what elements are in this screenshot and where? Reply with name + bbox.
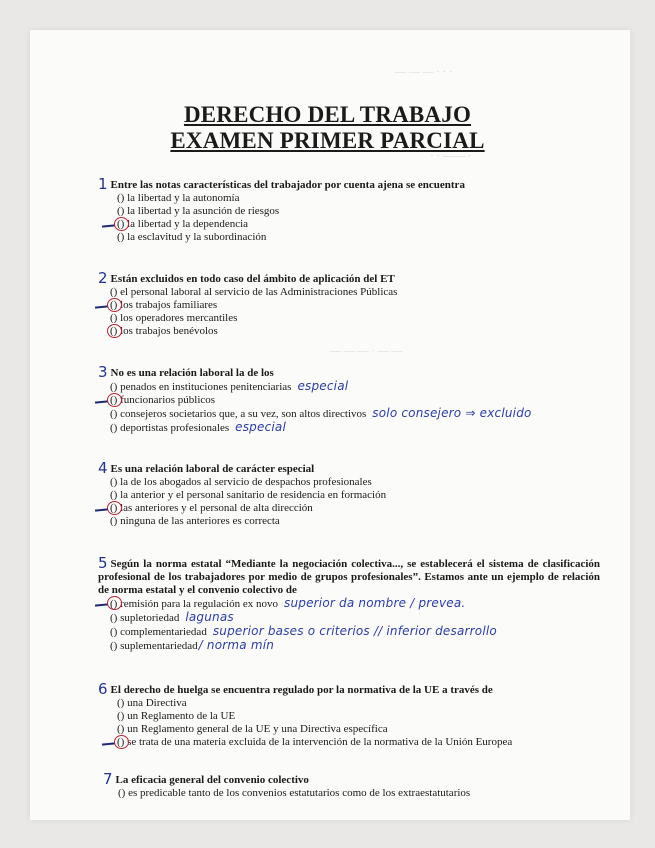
answer-option[interactable]: () la esclavitud y la subordinación bbox=[117, 231, 267, 243]
exam-title: DERECHO DEL TRABAJO bbox=[183, 102, 472, 127]
answer-option-selected[interactable]: () la libertad y la dependencia bbox=[117, 218, 538, 231]
question-3 bbox=[98, 363, 578, 435]
question-number: 5 bbox=[98, 554, 108, 572]
question-6 bbox=[98, 680, 598, 749]
answer-option-selected[interactable]: () las anteriores y el personal de alta dirección bbox=[110, 502, 538, 515]
question-text: Es una relación laboral de carácter especial bbox=[110, 463, 315, 475]
selection-circle-mark bbox=[107, 501, 122, 515]
selection-circle-mark bbox=[107, 393, 122, 407]
answer-option[interactable]: () es predicable tanto de los convenios estatutarios como de los extraestatutarios bbox=[118, 787, 471, 799]
selection-circle-mark bbox=[114, 735, 129, 749]
answer-option[interactable]: () la libertad y la autonomía bbox=[117, 192, 240, 204]
answer-option[interactable]: () ninguna de las anteriores es correcta bbox=[110, 515, 280, 527]
answer-option[interactable]: () una Directiva bbox=[117, 697, 187, 709]
question-text: Están excluidos en todo caso del ámbito de aplicación del ET bbox=[110, 273, 395, 285]
answer-option[interactable]: () los operadores mercantiles bbox=[110, 312, 238, 324]
question-1 bbox=[98, 175, 538, 244]
question-number: 4 bbox=[98, 459, 108, 477]
handwritten-note: superior da nombre / prevea. bbox=[284, 596, 466, 610]
handwritten-note: / norma mín bbox=[198, 638, 275, 652]
answer-option-selected[interactable]: () los trabajos benévolos bbox=[110, 325, 538, 338]
question-2-heading bbox=[98, 269, 538, 287]
answer-option[interactable]: () complementariedad superior bases o criterios // inferior desarrollo bbox=[110, 624, 497, 638]
answer-option-selected[interactable]: () se trata de una materia excluida de la intervención de la normativa de la Unión Europea bbox=[117, 736, 598, 749]
answer-option[interactable]: () deportistas profesionales especial bbox=[110, 420, 286, 434]
question-text: Entre las notas características del trabajador por cuenta ajena se encuentra bbox=[110, 179, 465, 191]
question-number: 7 bbox=[103, 770, 113, 788]
question-text: No es una relación laboral la de los bbox=[110, 367, 274, 379]
question-3-heading bbox=[98, 363, 578, 381]
answer-option-selected[interactable]: () funcionarios públicos bbox=[110, 394, 578, 407]
selection-circle-mark bbox=[107, 298, 122, 312]
question-number: 3 bbox=[98, 363, 108, 381]
question-number: 1 bbox=[98, 175, 108, 193]
answer-option-selected[interactable]: () los trabajos familiares bbox=[110, 299, 538, 312]
question-text: Según la norma estatal “Mediante la negociación colectiva..., se establecerá el sistema de clasificación profesional de los trabajadores por medio de grupos profesionales”. Estamos ante un ejemplo de relación de norma estatal y el convenio colectivo de bbox=[98, 558, 600, 596]
question-4 bbox=[98, 459, 538, 528]
bleed-through-mark: — — — · · · bbox=[395, 66, 453, 78]
question-5-heading bbox=[98, 554, 600, 597]
handwritten-note: solo consejero ⇒ excluido bbox=[372, 406, 532, 420]
question-number: 2 bbox=[98, 269, 108, 287]
handwritten-note: especial bbox=[235, 420, 286, 434]
handwritten-note: superior bases o criterios // inferior desarrollo bbox=[212, 624, 497, 638]
question-4-heading bbox=[98, 459, 538, 477]
question-5 bbox=[98, 554, 600, 653]
question-text: La eficacia general del convenio colectivo bbox=[115, 774, 309, 786]
question-text: El derecho de huelga se encuentra regulado por la normativa de la UE a través de bbox=[110, 684, 493, 696]
answer-option[interactable]: () consejeros societarios que, a su vez, son altos directivos solo consejero ⇒ excluido bbox=[110, 406, 532, 420]
bleed-through-mark: · · —— · bbox=[430, 150, 472, 162]
handwritten-note: especial bbox=[297, 379, 349, 393]
answer-option[interactable]: () la anterior y el personal sanitario de residencia en formación bbox=[110, 489, 387, 501]
answer-option[interactable]: () el personal laboral al servicio de las Administraciones Públicas bbox=[110, 286, 398, 298]
answer-option[interactable]: () suplementariedad/ norma mín bbox=[110, 638, 275, 652]
answer-option[interactable]: () un Reglamento de la UE bbox=[117, 710, 236, 722]
question-2 bbox=[98, 269, 538, 338]
question-6-heading bbox=[98, 680, 598, 698]
exam-subtitle: EXAMEN PRIMER PARCIAL bbox=[170, 128, 485, 153]
question-7 bbox=[103, 770, 583, 800]
selection-circle-mark bbox=[107, 596, 122, 610]
selection-circle-mark bbox=[114, 217, 129, 231]
bleed-through-mark: — — — · — — bbox=[330, 345, 403, 357]
answer-option[interactable]: () supletoriedad lagunas bbox=[110, 610, 234, 624]
question-number: 6 bbox=[98, 680, 108, 698]
answer-option[interactable]: () penados en instituciones penitenciarias especial bbox=[110, 379, 349, 393]
question-1-heading bbox=[98, 175, 538, 193]
answer-option[interactable]: () un Reglamento general de la UE y una Directiva específica bbox=[117, 723, 388, 735]
selection-circle-mark bbox=[107, 324, 122, 338]
handwritten-note: lagunas bbox=[185, 610, 234, 624]
answer-option[interactable]: () la libertad y la asunción de riesgos bbox=[117, 205, 280, 217]
question-7-heading bbox=[103, 770, 583, 788]
answer-option-selected[interactable]: () remisión para la regulación ex novo superior da nombre / prevea. bbox=[110, 597, 600, 611]
answer-option[interactable]: () la de los abogados al servicio de despachos profesionales bbox=[110, 476, 372, 488]
